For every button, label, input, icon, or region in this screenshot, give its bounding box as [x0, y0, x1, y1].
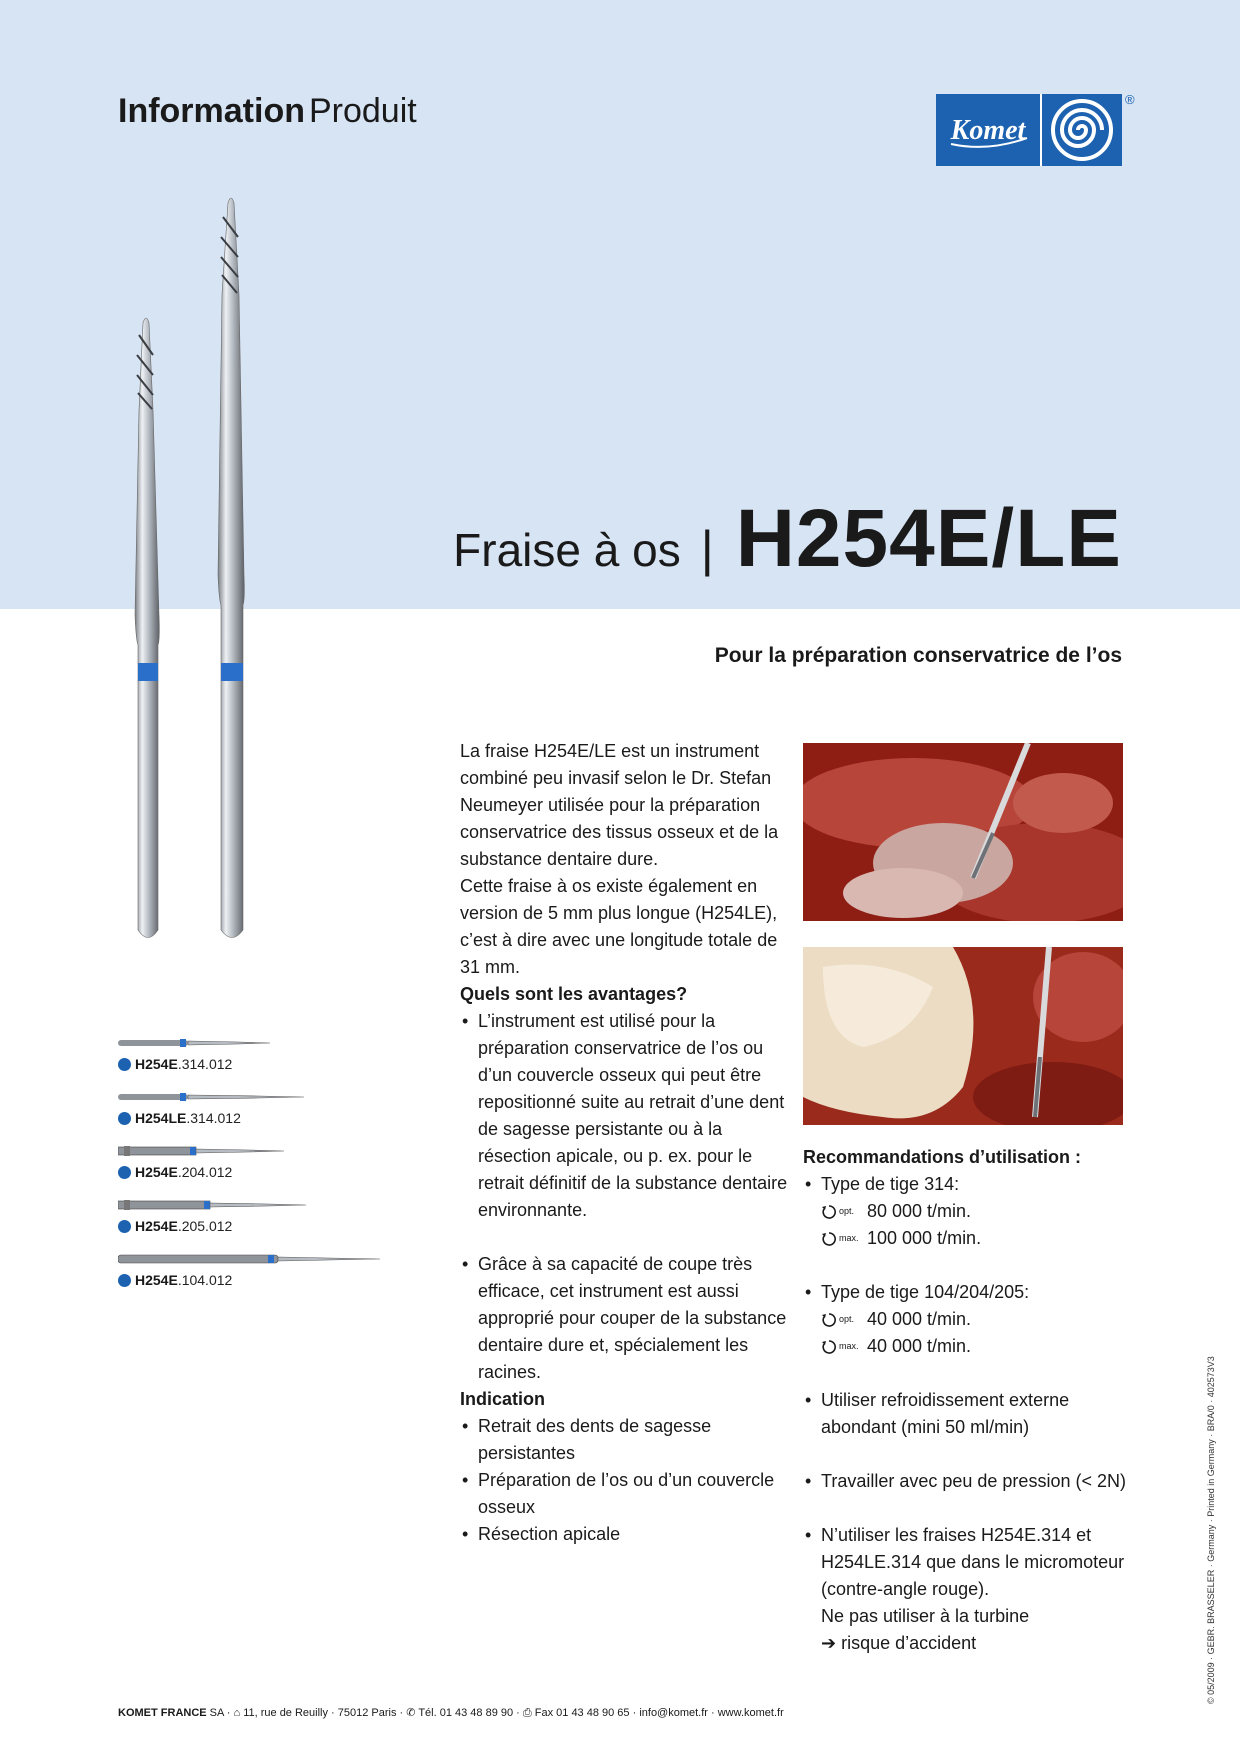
reco-turbine-text: Ne pas utiliser à la turbine [821, 1606, 1030, 1626]
bur-h254e-short [135, 318, 159, 938]
footer-contact [118, 1706, 784, 1720]
registered-mark: ® [1125, 92, 1135, 107]
speed-value: 40 000 t/min. [867, 1336, 972, 1356]
reco-shank-314 [803, 1171, 1133, 1198]
recommendations-list-3 [803, 1387, 1133, 1657]
speed-row-opt-104 [803, 1306, 1133, 1333]
rotation-icon [821, 1231, 837, 1247]
speed-tag: opt. [839, 1314, 855, 1324]
ref-code: H254E [135, 1218, 178, 1234]
footer-details: SA · ⌂ 11, rue de Reuilly · 75012 Paris · ✆ Tél. 01 43 48 89 90 · ⎙ Fax 01 43 48 90 65 · info@komet.fr · www.komet.fr [206, 1707, 784, 1719]
indication-item: • Préparation de l’os ou d’un couvercle osseux [460, 1467, 788, 1521]
header-title-light: Produit [308, 92, 417, 130]
product-tagline: Pour la préparation conservatrice de l’os [714, 644, 1122, 667]
indication-heading: Indication [460, 1389, 545, 1409]
product-subtitle: Fraise à os [453, 524, 681, 576]
ref-number: .314.012 [177, 1056, 233, 1072]
title-separator: | [700, 521, 714, 577]
reco-micromotor [803, 1522, 1133, 1657]
indication-item: • Résection apicale [460, 1521, 788, 1548]
recommendations-heading: Recommandations d’utilisation : [803, 1147, 1082, 1167]
ref-dot-icon [118, 1166, 131, 1179]
advantages-heading: Quels sont les avantages? [460, 984, 688, 1004]
komet-logo [936, 94, 1122, 166]
ref-dot-icon [118, 1274, 131, 1287]
ref-dot-icon [118, 1220, 131, 1233]
advantage-item: • L’instrument est utilisé pour la préparation conservatrice de l’os ou d’un couvercle osseux qui peut être repositionné suite au retrait d’une dent de sagesse persistante ou à la résection apicale, ou p. ex. pour le retrait définitif de la substance dentaire environnante. [460, 1008, 788, 1224]
speed-tag: opt. [839, 1206, 855, 1216]
rotation-icon [821, 1312, 837, 1328]
ref-code: H254E [135, 1272, 178, 1288]
intro-paragraph-2: Cette fraise à os existe également en version de 5 mm plus longue (H254LE), c’est à dire avec une longitude totale de 31 mm. [460, 876, 778, 977]
page-header-title [118, 92, 417, 131]
speed-row-max-104 [803, 1333, 1133, 1360]
speed-value: 80 000 t/min. [867, 1201, 972, 1221]
speed-tag: max. [839, 1341, 859, 1351]
reco-shank-104 [803, 1279, 1133, 1306]
komet-wordmark-svg [941, 108, 1035, 152]
spiral-icon [1042, 94, 1122, 166]
recommendations-list-2 [803, 1279, 1133, 1306]
clinical-photo-1 [803, 743, 1123, 921]
header-title-bold: Information [118, 92, 305, 130]
ref-dot-icon [118, 1058, 131, 1071]
intro-paragraph-1: La fraise H254E/LE est un instrument combiné peu invasif selon le Dr. Stefan Neumeyer utilisée pour la préparation conservatrice des tissus osseux et de la substance dentaire dure. [460, 741, 779, 869]
ref-code: H254E [135, 1056, 178, 1072]
ref-code: H254LE [135, 1110, 187, 1126]
clinical-photo-2 [803, 947, 1123, 1125]
ref-number: .204.012 [177, 1164, 233, 1180]
reco-pressure: • Travailler avec peu de pression (< 2N) [803, 1468, 1133, 1495]
bur-thumbnail [118, 1036, 278, 1050]
shank-314-label: Type de tige 314: [821, 1174, 960, 1194]
product-code: H254E/LE [735, 493, 1122, 584]
komet-wordmark [936, 94, 1042, 166]
rotation-icon [821, 1204, 837, 1220]
indication-list [460, 1413, 788, 1548]
body-column [460, 738, 788, 1548]
indication-item: • Retrait des dents de sagesse persistantes [460, 1413, 788, 1467]
ref-code: H254E [135, 1164, 178, 1180]
bur-h254le-long [218, 198, 244, 938]
advantages-list [460, 1008, 788, 1386]
shank-104-label: Type de tige 104/204/205: [821, 1282, 1030, 1302]
speed-row-opt-314 [803, 1198, 1133, 1225]
bur-thumbnail [118, 1090, 318, 1104]
bur-thumbnail [118, 1198, 328, 1212]
rotation-icon [821, 1339, 837, 1355]
speed-value: 40 000 t/min. [867, 1309, 972, 1329]
recommendations-block [803, 1144, 1133, 1657]
print-reference-note: © 05/2009 · GEBR. BRASSELER · Germany · Printed in Germany · BRA/0 · 402573V3 [1206, 1356, 1216, 1704]
bur-thumbnail [118, 1144, 298, 1158]
product-title [453, 492, 1122, 586]
reco-cooling: • Utiliser refroidissement externe abondant (mini 50 ml/min) [803, 1387, 1133, 1441]
bur-product-image [115, 195, 265, 952]
advantage-item: • Grâce à sa capacité de coupe très efficace, cet instrument est aussi approprié pour couper de la substance dentaire dure et, spécialement les racines. [460, 1251, 788, 1386]
reco-risk-text: ➔ risque d’accident [821, 1633, 977, 1653]
speed-row-max-314 [803, 1225, 1133, 1252]
ref-dot-icon [118, 1112, 131, 1125]
speed-tag: max. [839, 1233, 859, 1243]
recommendations-list [803, 1171, 1133, 1198]
ref-number: .104.012 [177, 1272, 233, 1288]
ref-number: .205.012 [177, 1218, 233, 1234]
footer-company: KOMET FRANCE [118, 1707, 207, 1719]
svg-text:Komet: Komet [950, 115, 1026, 146]
bur-thumbnail [118, 1252, 388, 1266]
reco-micromotor-text: N’utiliser les fraises H254E.314 et H254LE.314 que dans le micromoteur (contre-angle rouge). [821, 1525, 1125, 1599]
ref-number: .314.012 [186, 1110, 241, 1126]
speed-value: 100 000 t/min. [867, 1228, 982, 1248]
